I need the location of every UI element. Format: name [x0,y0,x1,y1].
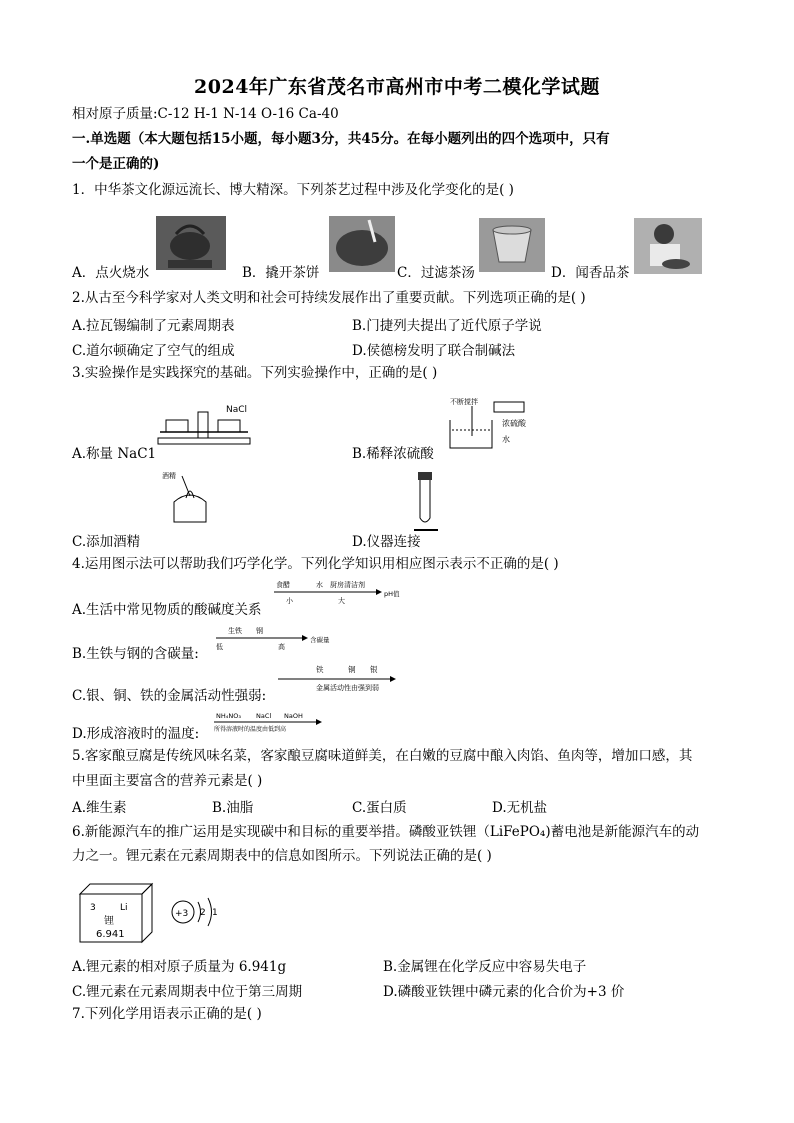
question-6-stem-line2: 力之一。锂元素在元素周期表中的信息如图所示。下列说法正确的是( ) [72,848,492,864]
activity-axis-arrow-icon [390,676,396,682]
dilution-figure [442,396,538,454]
carbon-high-label: 高 [278,643,285,651]
q5-option-a: A.维生素 [72,800,127,816]
q5-option-c: C.蛋白质 [352,800,407,816]
balance-left-pan [166,420,188,432]
tea-filter-photo [479,218,545,272]
q2-option-d: D.侯德榜发明了联合制碱法 [352,343,516,359]
element-symbol: Li [120,903,128,913]
ph-diagram [272,578,406,608]
tea-tasting-photo [634,218,702,274]
atom-nucleus-charge: +3 [175,909,189,919]
element-cell-top [80,884,152,894]
balance-pillar [198,412,208,438]
question-5-stem-line2: 中里面主要富含的营养元素是( ) [72,773,263,789]
ph-axis-arrow-icon [376,589,382,595]
alcohol-lamp-label: 酒精 [162,472,176,480]
section-heading-line2: 一个是正确的) [72,156,160,172]
q6-option-b: B.金属锂在化学反应中容易失电子 [383,959,587,975]
activity-ag-label: 银 [370,665,378,674]
question-4-stem: 4.运用图示法可以帮助我们巧学化学。下列化学知识用相应图示表示不正确的是( ) [72,556,559,572]
temp-nh4no3-label: NH₄NO₃ [216,712,241,720]
q3-option-d: D.仪器连接 [352,534,421,550]
dilution-acid-container [494,402,524,412]
q5-option-d: D.无机盐 [492,800,548,816]
carbon-axis-label: 含碳量 [310,636,330,644]
carbon-steel-label: 钢 [256,627,263,635]
tea-cake-photo-drawing [329,216,395,272]
question-3-stem: 3.实验操作是实践探究的基础。下列实验操作中，正确的是( ) [72,365,438,381]
element-name: 锂 [104,916,114,927]
lithium-figure [76,880,236,946]
question-5-stem-line1: 5.客家酿豆腐是传统风味名菜，客家酿豆腐味道鲜美，在白嫩的豆腐中酿入肉馅、鱼肉等，增加口感，其 [72,748,693,764]
question-7-stem: 7.下列化学用语表示正确的是( ) [72,1006,262,1022]
carbon-diagram [214,624,334,652]
question-1-stem: 1．中华茶文化源远流长、博大精深。下列茶艺过程中涉及化学变化的是( ) [72,182,514,198]
q2-option-a: A.拉瓦锡编制了元素周期表 [72,318,235,334]
apparatus-test-tube [420,480,430,522]
dilution-water-label: 水 [502,435,510,444]
alcohol-bottle-neck [182,476,190,496]
q6-option-a: A.锂元素的相对原子质量为 6.941g [72,959,287,975]
atom-shell-1-count: 2 [200,908,206,918]
q3-option-a: A.称量 NaC1 [72,446,157,462]
balance-base [158,438,250,444]
carbon-iron-label: 生铁 [228,627,242,635]
page-title: 2024年广东省茂名市高州市中考二模化学试题 [194,76,600,98]
alcohol-lamp-figure [160,468,220,530]
kettle-photo [156,216,226,270]
temp-axis-label: 所得溶液时的温度由低到高 [214,726,287,733]
question-2-stem: 2.从古至今科学家对人类文明和社会可持续发展作出了重要贡献。下列选项正确的是( ) [72,290,586,306]
ph-large-label: 大 [338,597,345,605]
atomic-mass-line: 相对原子质量:C-12 H-1 N-14 O-16 Ca-40 [72,106,339,122]
activity-diagram [276,663,398,695]
q6-option-c: C.锂元素在元素周期表中位于第三周期 [72,984,303,1000]
q1-option-c: C．过滤茶汤 [397,265,475,281]
q4-option-d: D.形成溶液时的温度: [72,726,200,742]
balance-right-pan [218,420,240,432]
ph-water-label: 水 [316,581,323,589]
temp-nacl-label: NaCl [256,712,272,720]
q3-option-c: C.添加酒精 [72,534,141,550]
element-cell-side [142,884,152,942]
ph-cleaner-label: 厨房清洁剂 [330,581,365,589]
balance-nacl-label: NaCl [226,405,248,415]
kettle-photo-drawing [156,216,226,270]
q2-option-b: B.门捷列夫提出了近代原子学说 [352,318,542,334]
ph-unit-label: pH值 [384,590,400,598]
q1-option-b: B．撬开茶饼 [242,265,320,281]
carbon-axis-arrow-icon [302,635,308,641]
dilution-stir-label: 不断搅拌 [450,398,478,406]
section-heading-line1: 一.单选题（本大题包括15小题，每小题3分，共45分。在每小题列出的四个选项中，只有 [72,131,610,147]
balance-figure [150,398,260,448]
q4-option-c: C.银、铜、铁的金属活动性强弱: [72,688,267,704]
carbon-low-label: 低 [216,643,223,651]
q4-option-a: A.生活中常见物质的酸碱度关系 [72,602,262,618]
temp-naoh-label: NaOH [284,712,303,720]
q1-option-d: D．闻香品茶 [551,265,630,281]
tea-tasting-photo-drawing [634,218,702,274]
question-6-stem-line1: 6.新能源汽车的推广运用是实现碳中和目标的重要举措。磷酸亚铁锂（LiFePO₄)蓄电池是新能源汽车的动 [72,824,700,840]
dilution-acid-label: 浓硫酸 [502,419,526,428]
element-mass: 6.941 [96,929,125,940]
tea-cake-photo [329,216,395,272]
element-atomic-number: 3 [90,903,96,913]
temp-axis-arrow-icon [316,719,322,725]
activity-axis-label: 金属活动性由强到弱 [316,684,379,692]
q2-option-c: C.道尔顿确定了空气的组成 [72,343,235,359]
activity-fe-label: 铁 [316,665,324,674]
dilution-beaker [450,420,492,448]
activity-cu-label: 铜 [348,665,356,674]
atom-shell-2-count: 1 [212,908,218,918]
q6-option-d: D.磷酸亚铁锂中磷元素的化合价为+3 价 [383,984,625,1000]
q5-option-b: B.油脂 [212,800,254,816]
q3-option-b: B.稀释浓硫酸 [352,446,434,462]
temperature-diagram [212,710,324,734]
atom-shell-2 [208,898,212,926]
ph-vinegar-label: 食醋 [276,581,290,589]
q4-option-b: B.生铁与钢的含碳量: [72,646,199,662]
ph-small-label: 小 [286,597,293,605]
tea-filter-photo-drawing [479,218,545,272]
q1-option-a: A．点火烧水 [72,265,150,281]
alcohol-lamp-body [174,495,206,522]
apparatus-figure [406,468,446,534]
apparatus-stopper [418,472,432,480]
